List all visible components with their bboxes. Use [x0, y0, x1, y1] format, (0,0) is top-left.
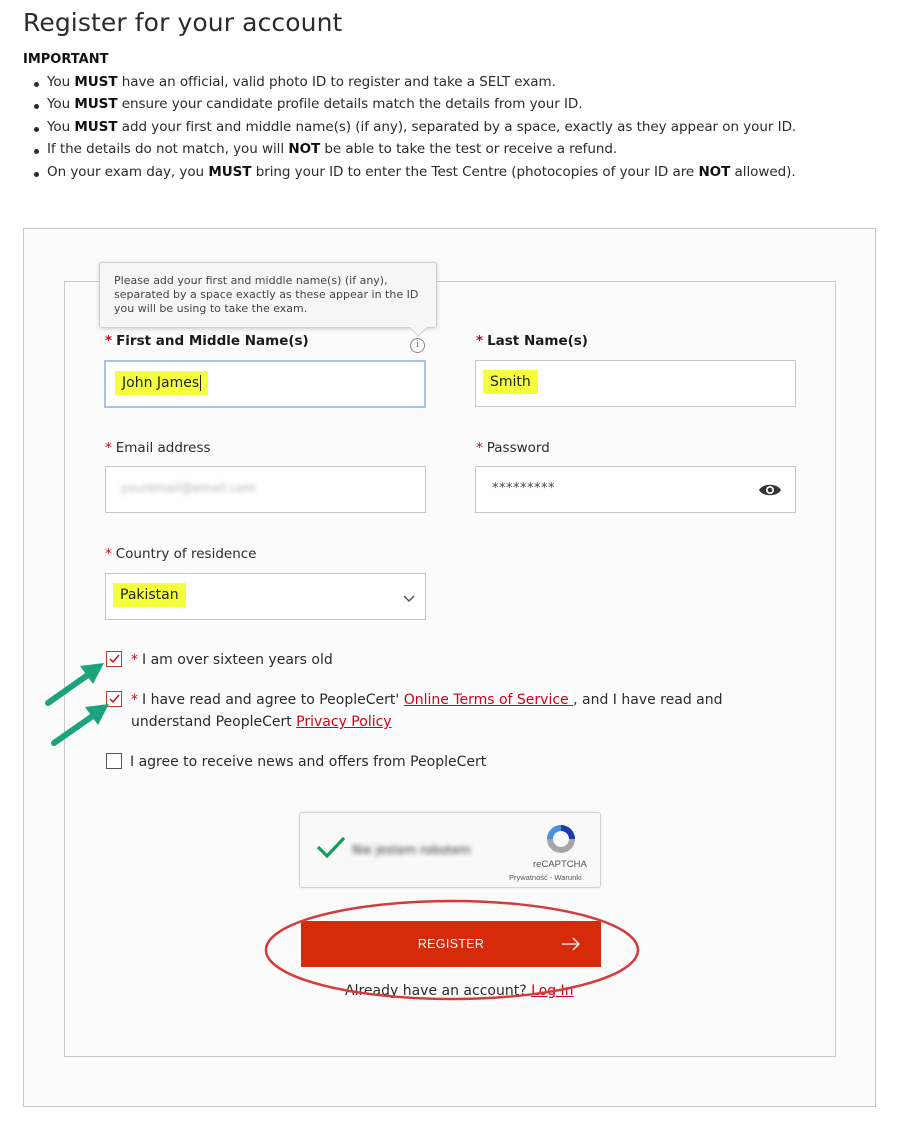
email-label: * Email address — [105, 440, 211, 456]
country-label: * Country of residence — [105, 546, 257, 562]
email-input[interactable] — [105, 466, 426, 513]
register-button-label: REGISTER — [417, 937, 485, 951]
password-label: * Password — [476, 440, 550, 456]
info-icon[interactable]: i — [410, 338, 425, 353]
rule-item: You MUST add your first and middle name(s) (if any), separated by a space, exactly as they appear on your ID. — [47, 119, 797, 135]
terms-checkbox[interactable] — [106, 691, 122, 707]
last-name-label: * Last Name(s) — [476, 333, 588, 349]
check-icon — [109, 694, 120, 704]
check-icon — [316, 835, 346, 863]
first-name-label: * First and Middle Name(s) — [105, 333, 309, 349]
register-button[interactable] — [301, 921, 601, 967]
last-name-value: Smith — [483, 370, 538, 394]
rule-item: You MUST have an official, valid photo ID to register and take a SELT exam. — [47, 74, 556, 90]
important-heading: IMPORTANT — [23, 52, 109, 67]
recaptcha-widget[interactable] — [299, 812, 601, 888]
recaptcha-label: Nie jestem robotem — [352, 843, 471, 857]
rule-item: On your exam day, you MUST bring your ID to enter the Test Centre (photocopies of your ID are NOT allowed). — [47, 164, 796, 180]
page-title: Register for your account — [23, 8, 343, 37]
login-prompt: Already have an account? Log In — [345, 983, 574, 999]
login-link[interactable]: Log In — [531, 983, 574, 999]
age-checkbox-label: * I am over sixteen years old — [131, 652, 333, 668]
eye-icon[interactable] — [758, 482, 782, 502]
rule-item: If the details do not match, you will NOT be able to take the test or receive a refund. — [47, 141, 618, 157]
terms-checkbox-label: * I have read and agree to PeopleCert' Online Terms of Service , and I have read and understand PeopleCert Privacy Policy — [131, 692, 723, 730]
recaptcha-brand: reCAPTCHA — [533, 859, 587, 870]
news-checkbox[interactable] — [106, 753, 122, 769]
terms-of-service-link[interactable]: Online Terms of Service — [403, 692, 574, 708]
age-checkbox[interactable] — [106, 651, 122, 667]
rule-item: You MUST ensure your candidate profile details match the details from your ID. — [47, 96, 583, 112]
recaptcha-links[interactable]: Prywatność - Warunki — [509, 873, 582, 882]
chevron-down-icon — [403, 591, 415, 607]
privacy-policy-link[interactable]: Privacy Policy — [296, 714, 392, 730]
country-select[interactable] — [105, 573, 426, 620]
password-value: ********* — [492, 481, 555, 496]
arrow-right-icon — [561, 937, 581, 954]
password-input[interactable] — [475, 466, 796, 513]
last-name-input[interactable] — [475, 360, 796, 407]
first-name-value: John James — [115, 371, 208, 395]
recaptcha-logo-icon — [544, 822, 578, 860]
country-value: Pakistan — [113, 583, 186, 607]
name-tooltip: Please add your first and middle name(s) (if any), separated by a space exactly as these appear in the ID you will be using to take the exam. — [99, 262, 437, 328]
check-icon — [109, 654, 120, 664]
first-name-input[interactable] — [104, 360, 426, 408]
news-checkbox-label: I agree to receive news and offers from PeopleCert — [130, 754, 487, 770]
email-placeholder: youremail@email.com — [121, 481, 256, 495]
